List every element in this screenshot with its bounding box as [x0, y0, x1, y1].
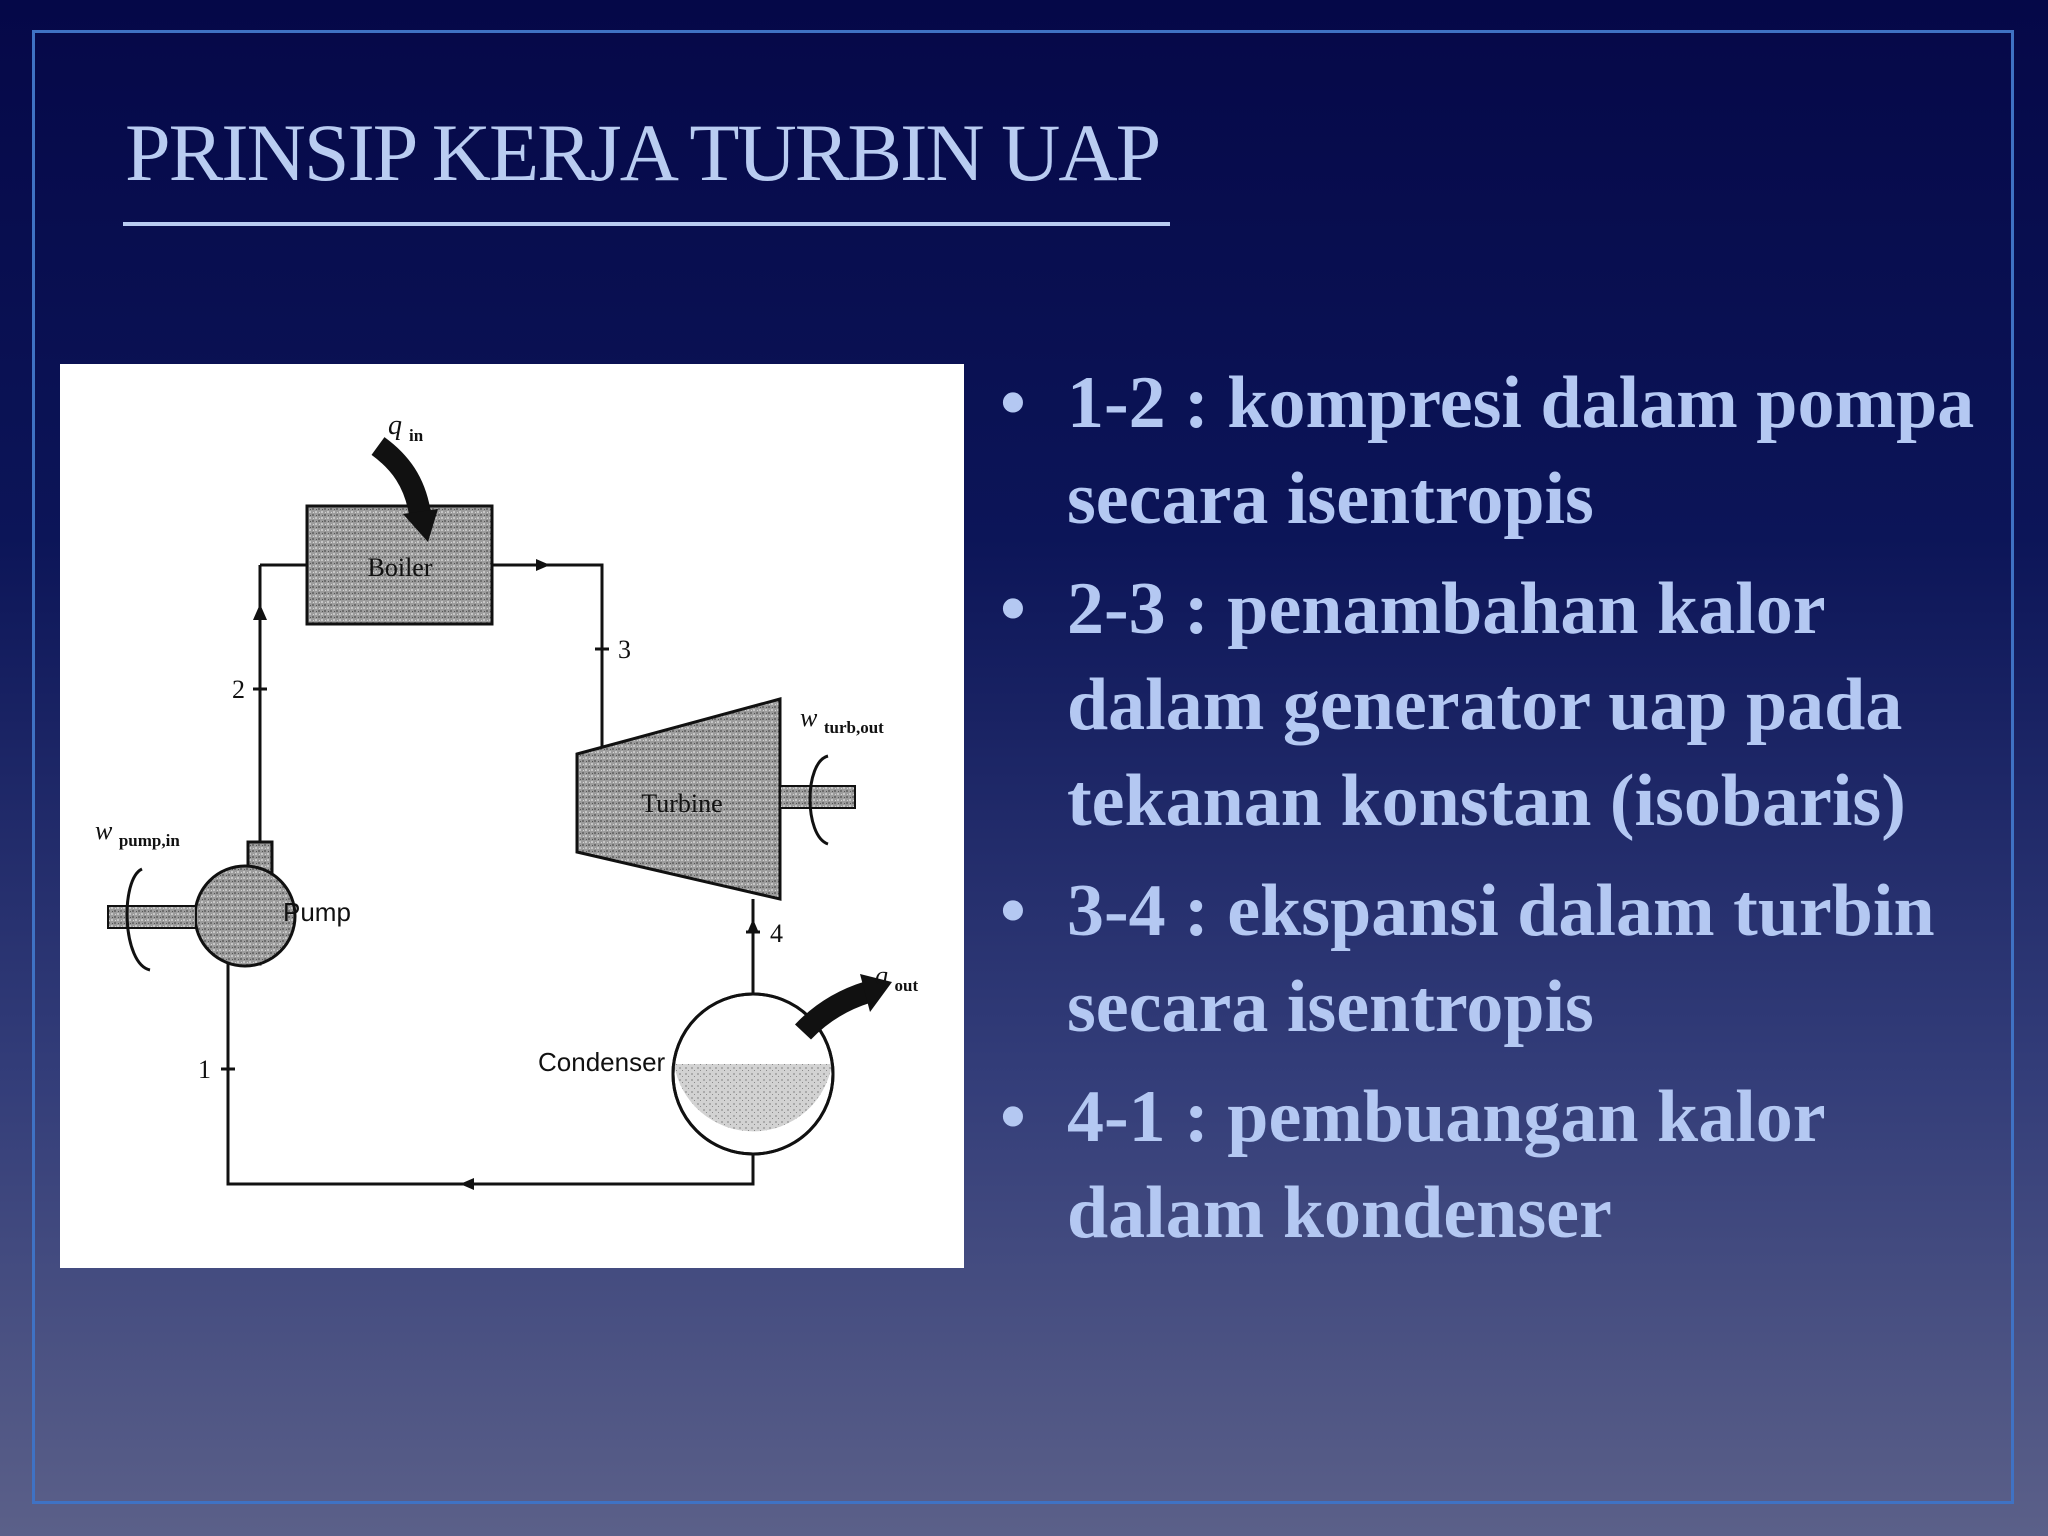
- bullet-text: 1-2 : kompresi dalam pompa secara isentropis: [1067, 362, 1975, 540]
- bullet-text: 2-3 : penambahan kalor dalam generator uap pada tekanan konstan (isobaris): [1067, 568, 1906, 842]
- bullet-list: [1000, 355, 2010, 1275]
- condenser: [538, 994, 833, 1154]
- q-in-symbol: q: [388, 410, 402, 441]
- slide-title: PRINSIP KERJA TURBIN UAP: [125, 107, 1160, 198]
- q-out-symbol: q: [875, 961, 888, 990]
- condenser-label: Condenser: [538, 1047, 666, 1077]
- svg-text:w turb,out: [800, 703, 884, 737]
- rankine-cycle-diagram: [60, 364, 964, 1268]
- turbine-label: Turbine: [641, 789, 723, 818]
- bullet-marker: •: [1000, 870, 1026, 952]
- bullet-item: [1000, 355, 2010, 547]
- heat-out-arrow: [803, 961, 918, 1032]
- pump: [95, 816, 351, 970]
- state-1-label: 1: [198, 1055, 211, 1084]
- bullet-marker: •: [1000, 568, 1026, 650]
- pump-shaft: [108, 906, 196, 928]
- pump-label: Pump: [283, 897, 351, 927]
- w-turb-symbol: w: [800, 703, 818, 732]
- diagram-svg: [60, 364, 964, 1268]
- w-turb-subscript: turb,out: [823, 718, 884, 737]
- boiler: [307, 506, 492, 624]
- w-pump-symbol: w: [95, 816, 113, 845]
- bullet-marker: •: [1000, 1076, 1026, 1158]
- bullet-marker: •: [1000, 362, 1026, 444]
- turbine: [577, 699, 884, 899]
- q-in-subscript: in: [409, 426, 424, 445]
- svg-text:q out: [875, 961, 918, 995]
- bullet-text: 4-1 : pembuangan kalor dalam kondenser: [1067, 1076, 1825, 1254]
- state-3-label: 3: [618, 635, 631, 664]
- q-out-subscript: out: [894, 976, 919, 995]
- state-2-label: 2: [232, 675, 245, 704]
- state-4-label: 4: [770, 919, 783, 948]
- bullet-item: [1000, 863, 2010, 1055]
- boiler-label: Boiler: [367, 553, 433, 582]
- title-underline: [123, 222, 1170, 226]
- turbine-shaft: [780, 786, 855, 808]
- bullet-text: 3-4 : ekspansi dalam turbin secara isentropis: [1067, 870, 1935, 1048]
- svg-text:q in: [388, 410, 424, 445]
- w-pump-subscript: pump,in: [118, 831, 180, 850]
- bullet-item: [1000, 561, 2010, 849]
- svg-text:w pump,in: [95, 816, 180, 850]
- bullet-item: [1000, 1069, 2010, 1261]
